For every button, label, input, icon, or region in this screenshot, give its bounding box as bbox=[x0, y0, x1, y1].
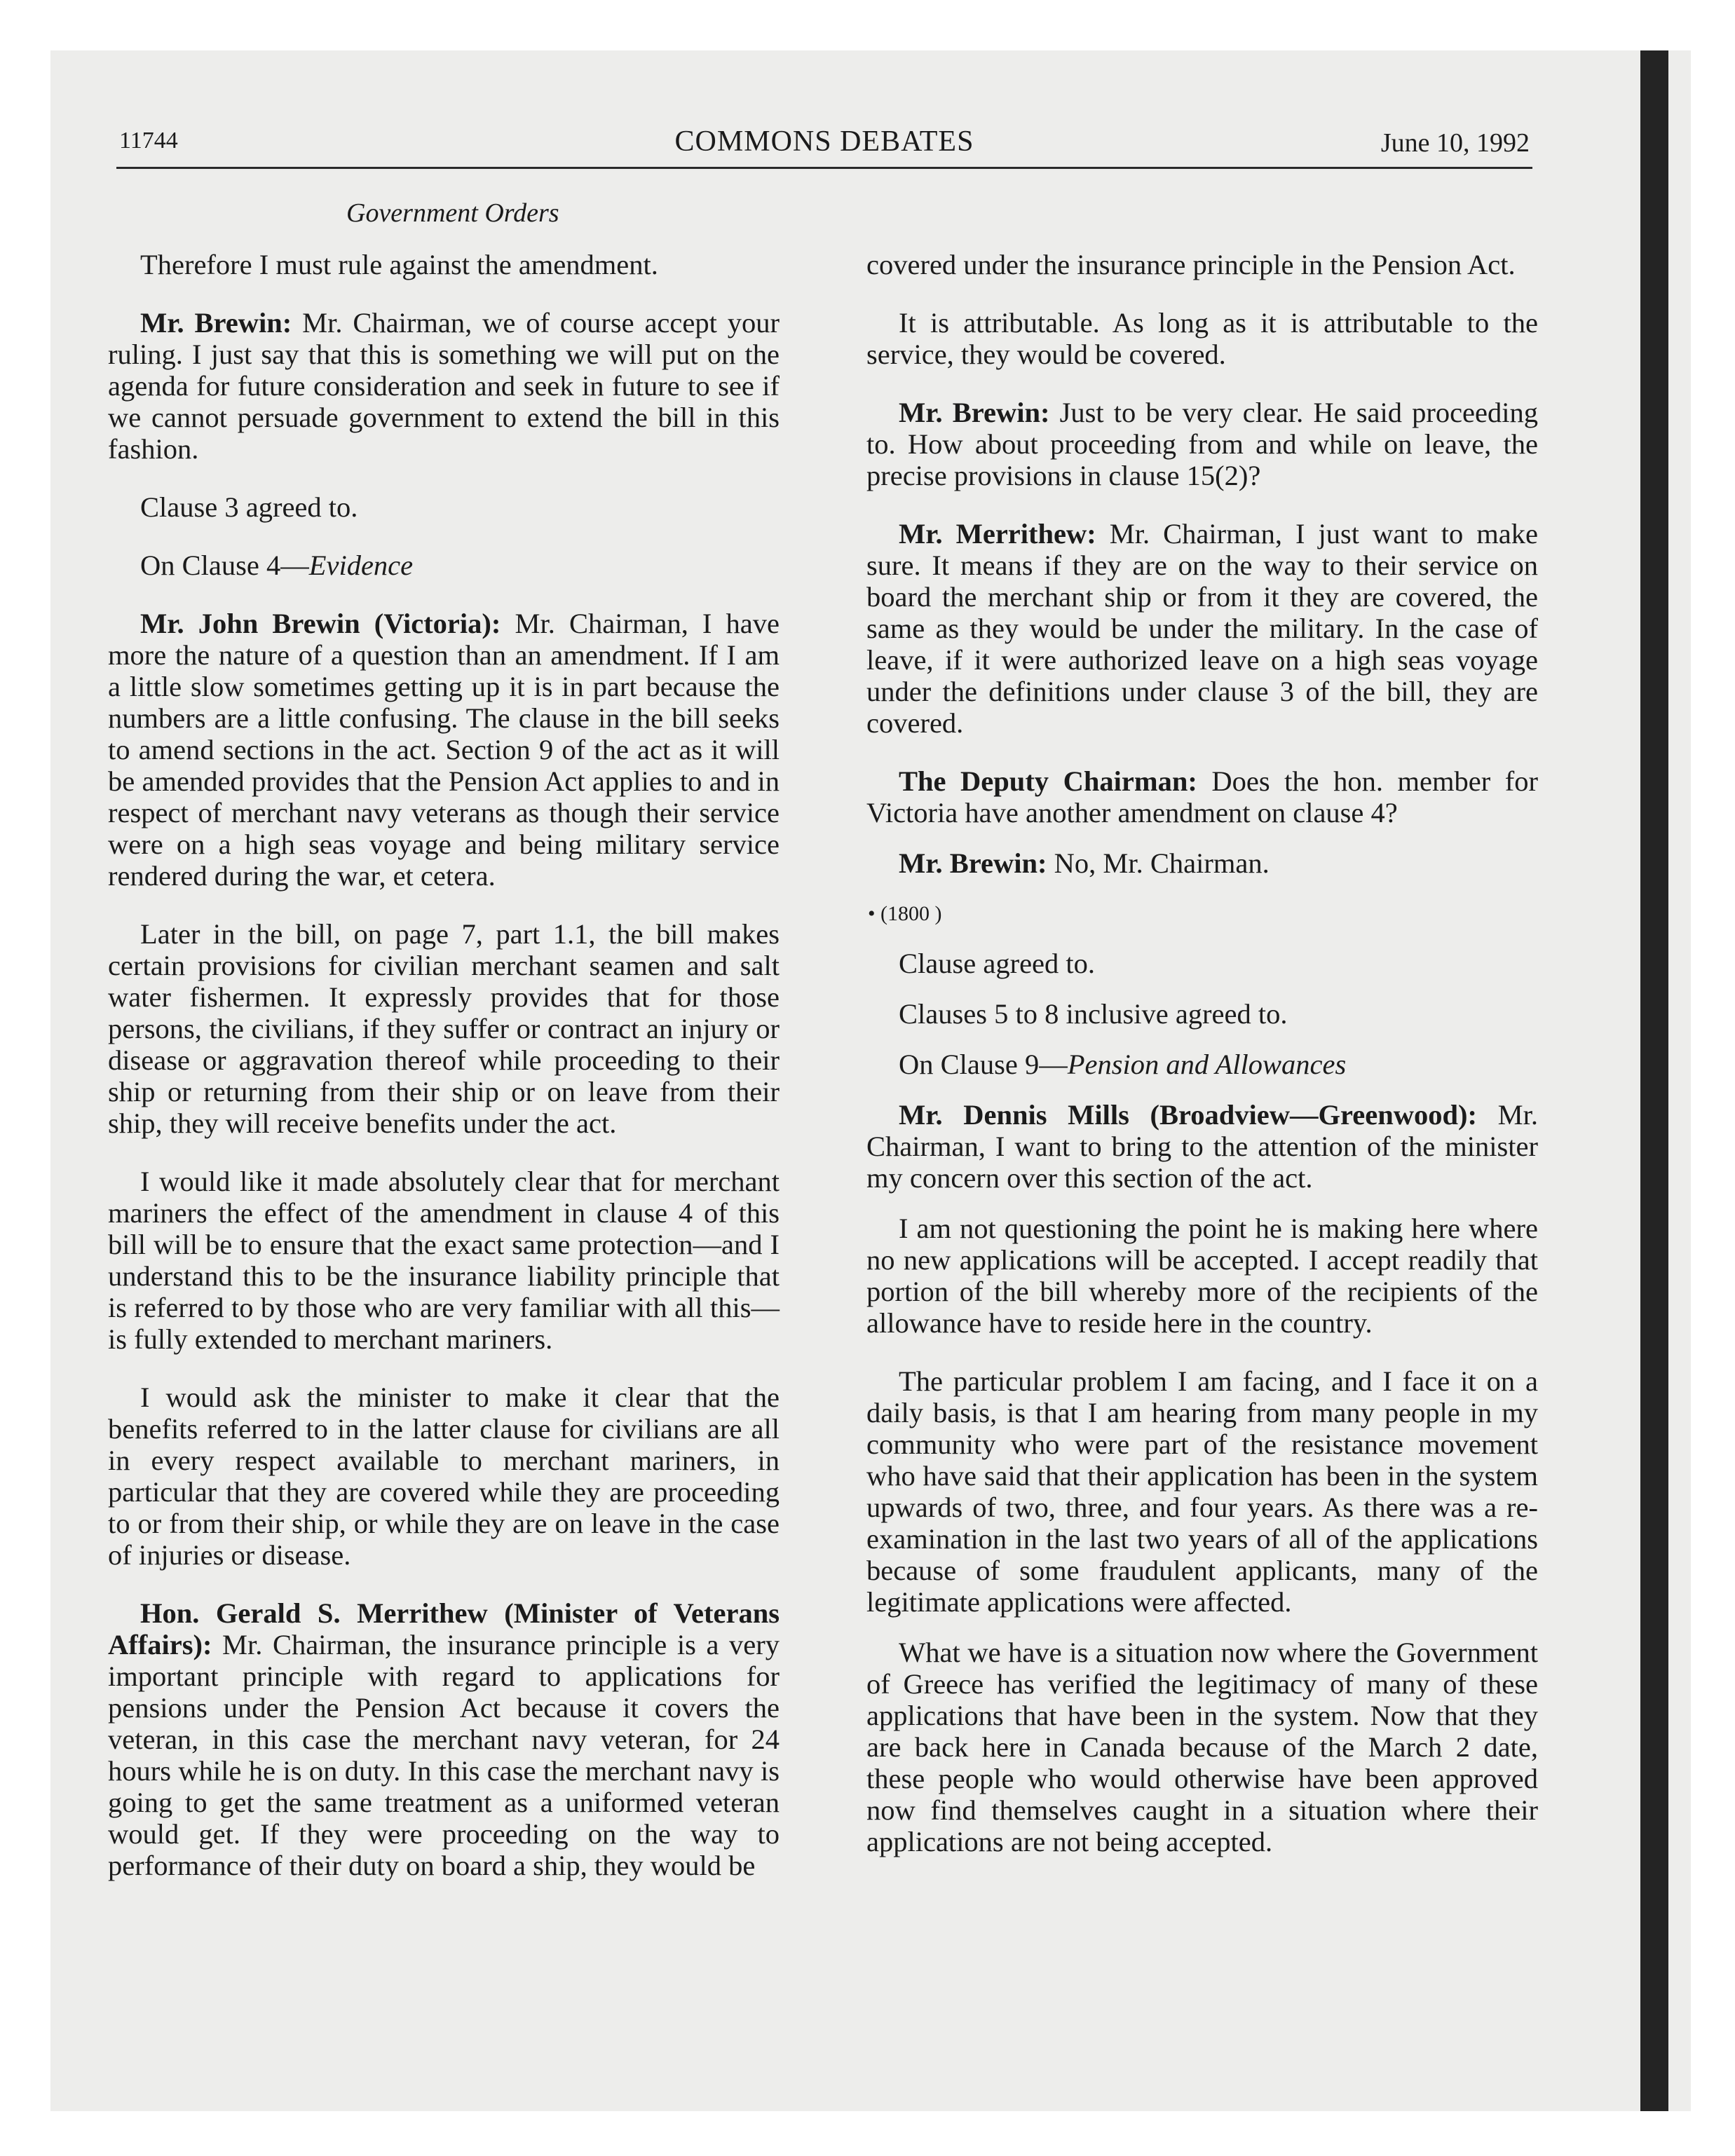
paragraph: It is attributable. As long as it is attributable to the service, they would be covered. bbox=[866, 307, 1538, 370]
speaker-name: Mr. Dennis Mills (Broadview—Greenwood): bbox=[899, 1099, 1477, 1131]
continued-paragraph: covered under the insurance principle in the Pension Act. bbox=[866, 249, 1516, 280]
speech-paragraph: Hon. Gerald S. Merrithew (Minister of Veterans Affairs): Mr. Chairman, the insurance principle is a very important principle with regard to applications for pensions under the Pension Act because it covers the veteran, in this case the merchant navy veteran, for 24 hours while he is on duty. In this case the merchant navy is going to get the same treatment as a uniformed veteran would get. If they were proceeding on the way to performance of their duty on board a ship, they would be bbox=[108, 1597, 780, 1881]
speaker-name: Mr. John Brewin (Victoria): bbox=[140, 608, 501, 639]
speech-paragraph: Mr. Brewin: Mr. Chairman, we of course accept your ruling. I just say that this is something we will put on the agenda for future consideration and seek in future to see if we cannot persuade government to extend the bill in this fashion. bbox=[108, 307, 780, 465]
right-column bbox=[866, 249, 1538, 1884]
proceeding-line: Clause agreed to. bbox=[899, 948, 1096, 979]
proceeding-line: Clause 3 agreed to. bbox=[140, 491, 358, 523]
clause-heading: On Clause 9—Pension and Allowances bbox=[899, 1049, 1347, 1080]
speaker-name: The Deputy Chairman: bbox=[899, 765, 1197, 797]
paragraph: I would like it made absolutely clear that for merchant mariners the effect of the amendment in clause 4 of this bill will be to ensure that the exact same protection—and I understand this to be the insurance liability principle that is referred to by those who are very familiar with all this—is fully extended to merchant mariners. bbox=[108, 1166, 780, 1355]
time-marker: • (1800 ) bbox=[868, 902, 942, 925]
speech-paragraph: The Deputy Chairman: Does the hon. member for Victoria have another amendment on clause 4? bbox=[866, 765, 1538, 828]
speech-paragraph: Mr. John Brewin (Victoria): Mr. Chairman, I have more the nature of a question than an amendment. If I am a little slow sometimes getting up it is in part because the numbers are a little confusing. The clause in the bill seeks to amend sections in the act. Section 9 of the act as it will be amended provides that the Pension Act applies to and in respect of merchant navy veterans as though their service were on a high seas voyage and being military service rendered during the war, et cetera. bbox=[108, 608, 780, 892]
paragraph: Later in the bill, on page 7, part 1.1, the bill makes certain provisions for civilian merchant seamen and salt water fishermen. It expressly provides that for those persons, the civilians, if they suffer or contract an injury or disease or aggravation thereof while proceeding to their ship or returning from their ship or on leave from their ship, they will receive benefits under the act. bbox=[108, 918, 780, 1139]
speech-paragraph: Mr. Dennis Mills (Broadview—Greenwood): Mr. Chairman, I want to bring to the attention of the minister my concern over this section of the act. bbox=[866, 1099, 1538, 1194]
clause-heading: On Clause 4—Evidence bbox=[140, 550, 414, 581]
paragraph: I would ask the minister to make it clear that the benefits referred to in the latter clause for civilians are all in every respect available to merchant mariners, in particular that they are covered while they are proceeding to or from their ship, or while they are on leave in the case of injuries or disease. bbox=[108, 1381, 780, 1571]
left-column bbox=[108, 249, 780, 1908]
page-date: June 10, 1992 bbox=[1380, 128, 1530, 158]
running-title: COMMONS DEBATES bbox=[674, 125, 974, 158]
section-label: Government Orders bbox=[346, 198, 559, 228]
speaker-name: Mr. Merrithew: bbox=[899, 518, 1096, 550]
page-header bbox=[116, 125, 1532, 169]
paragraph: The particular problem I am facing, and I face it on a daily basis, is that I am hearing from many people in my community who were part of the resistance movement who have said that their application has been in the system upwards of two, three, and four years. As there was a re-examination in the last two years of all of the applications because of some fraudulent applicants, many of the legitimate applications were affected. bbox=[866, 1365, 1538, 1618]
speaker-name: Mr. Brewin: bbox=[899, 397, 1050, 428]
speaker-name: Mr. Brewin: bbox=[899, 847, 1047, 879]
paragraph: What we have is a situation now where the Government of Greece has verified the legitimacy of many of these applications that have been in the system. Now that they are back here in Canada because of the March 2 date, these people who would otherwise have been approved now find themselves caught in a situation where their applications are not being accepted. bbox=[866, 1637, 1538, 1857]
speech-paragraph: Mr. Brewin: No, Mr. Chairman. bbox=[899, 847, 1270, 879]
paragraph: Therefore I must rule against the amendment. bbox=[140, 249, 658, 280]
speech-paragraph: Mr. Brewin: Just to be very clear. He said proceeding to. How about proceeding from and while on leave, the precise provisions in clause 15(2)? bbox=[866, 397, 1538, 491]
proceeding-line: Clauses 5 to 8 inclusive agreed to. bbox=[899, 998, 1288, 1030]
paragraph: I am not questioning the point he is making here where no new applications will be accepted. I accept readily that portion of the bill whereby more of the recipients of the allowance have to reside here in the country. bbox=[866, 1213, 1538, 1339]
page-number: 11744 bbox=[119, 128, 178, 153]
speaker-name: Hon. Gerald S. Merrithew (Minister of Veterans Affairs): bbox=[108, 1597, 780, 1660]
scan-edge-bar bbox=[1640, 50, 1668, 2111]
speaker-name: Mr. Brewin: bbox=[140, 307, 292, 339]
speech-paragraph: Mr. Merrithew: Mr. Chairman, I just want to make sure. It means if they are on the way to their service on board the merchant ship or from it they are covered, the same as they would be under the military. In the case of leave, if it were authorized leave on a high seas voyage under the definitions under clause 3 of the bill, they are covered. bbox=[866, 518, 1538, 739]
